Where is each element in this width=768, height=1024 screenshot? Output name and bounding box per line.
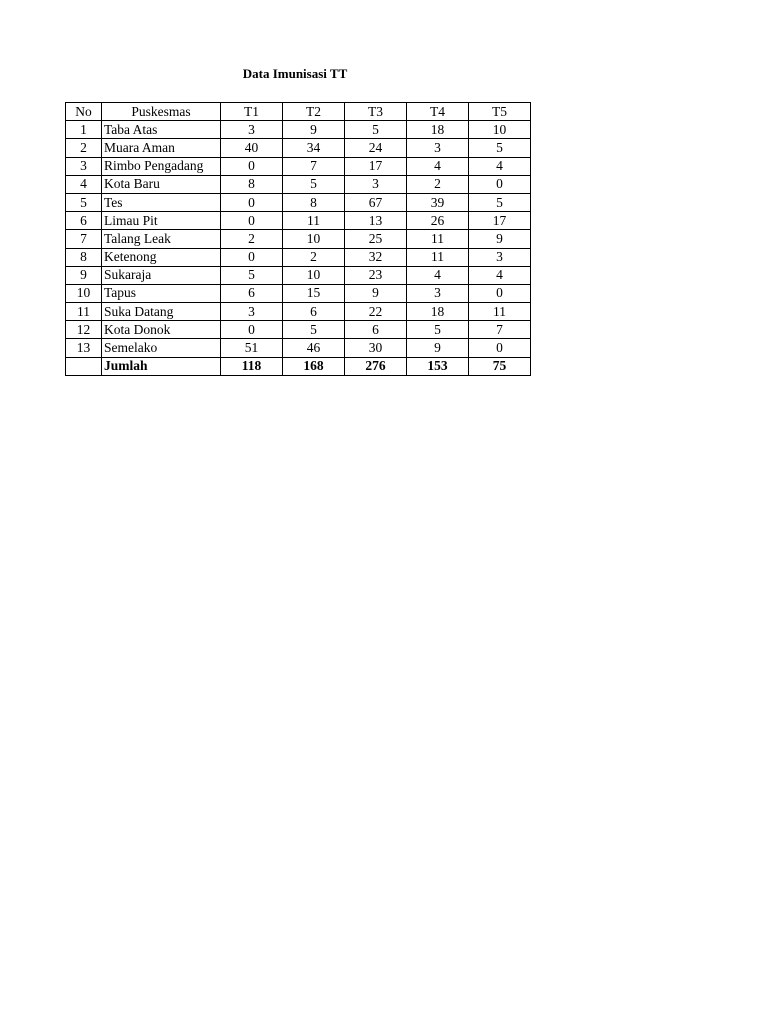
value-t1: 51: [221, 339, 283, 357]
value-t2: 5: [283, 321, 345, 339]
value-t1: 6: [221, 284, 283, 302]
value-t5: 5: [469, 139, 531, 157]
header-puskesmas: Puskesmas: [102, 103, 221, 121]
table-row: [66, 230, 531, 248]
value-t2: 7: [283, 157, 345, 175]
value-t5: 4: [469, 157, 531, 175]
total-t1: 118: [221, 357, 283, 375]
table-row: [66, 266, 531, 284]
value-t4: 18: [407, 303, 469, 321]
total-t4: 153: [407, 357, 469, 375]
row-number: 13: [66, 339, 102, 357]
total-t5: 75: [469, 357, 531, 375]
value-t1: 0: [221, 157, 283, 175]
value-t4: 3: [407, 139, 469, 157]
value-t4: 39: [407, 193, 469, 211]
table-row: [66, 175, 531, 193]
value-t3: 17: [345, 157, 407, 175]
value-t2: 6: [283, 303, 345, 321]
row-number: 5: [66, 193, 102, 211]
value-t1: 0: [221, 212, 283, 230]
table-row: [66, 212, 531, 230]
value-t5: 17: [469, 212, 531, 230]
value-t5: 0: [469, 339, 531, 357]
table-row: [66, 321, 531, 339]
row-number: 7: [66, 230, 102, 248]
table-row: [66, 121, 531, 139]
row-number: 3: [66, 157, 102, 175]
puskesmas-name: Taba Atas: [102, 121, 221, 139]
value-t3: 24: [345, 139, 407, 157]
value-t2: 10: [283, 266, 345, 284]
header-t1: T1: [221, 103, 283, 121]
value-t1: 3: [221, 303, 283, 321]
immunization-table: [65, 102, 531, 376]
value-t1: 0: [221, 248, 283, 266]
value-t2: 11: [283, 212, 345, 230]
table-body: [66, 121, 531, 357]
value-t5: 0: [469, 175, 531, 193]
value-t5: 9: [469, 230, 531, 248]
value-t3: 23: [345, 266, 407, 284]
total-t2: 168: [283, 357, 345, 375]
value-t5: 10: [469, 121, 531, 139]
value-t5: 0: [469, 284, 531, 302]
row-number: 4: [66, 175, 102, 193]
value-t3: 3: [345, 175, 407, 193]
value-t1: 3: [221, 121, 283, 139]
puskesmas-name: Talang Leak: [102, 230, 221, 248]
puskesmas-name: Tes: [102, 193, 221, 211]
table-row: [66, 139, 531, 157]
value-t3: 67: [345, 193, 407, 211]
value-t3: 5: [345, 121, 407, 139]
value-t2: 34: [283, 139, 345, 157]
value-t1: 0: [221, 321, 283, 339]
row-number: 8: [66, 248, 102, 266]
header-t4: T4: [407, 103, 469, 121]
value-t4: 4: [407, 266, 469, 284]
puskesmas-name: Ketenong: [102, 248, 221, 266]
total-no-cell: [66, 357, 102, 375]
value-t5: 7: [469, 321, 531, 339]
value-t2: 8: [283, 193, 345, 211]
value-t1: 40: [221, 139, 283, 157]
puskesmas-name: Tapus: [102, 284, 221, 302]
puskesmas-name: Sukaraja: [102, 266, 221, 284]
row-number: 12: [66, 321, 102, 339]
value-t3: 9: [345, 284, 407, 302]
puskesmas-name: Kota Baru: [102, 175, 221, 193]
value-t2: 2: [283, 248, 345, 266]
value-t4: 2: [407, 175, 469, 193]
value-t4: 11: [407, 230, 469, 248]
total-label: Jumlah: [102, 357, 221, 375]
value-t5: 11: [469, 303, 531, 321]
row-number: 6: [66, 212, 102, 230]
value-t3: 22: [345, 303, 407, 321]
row-number: 10: [66, 284, 102, 302]
value-t2: 9: [283, 121, 345, 139]
value-t2: 5: [283, 175, 345, 193]
puskesmas-name: Semelako: [102, 339, 221, 357]
value-t1: 5: [221, 266, 283, 284]
header-t3: T3: [345, 103, 407, 121]
value-t5: 5: [469, 193, 531, 211]
value-t4: 18: [407, 121, 469, 139]
puskesmas-name: Rimbo Pengadang: [102, 157, 221, 175]
value-t5: 4: [469, 266, 531, 284]
row-number: 9: [66, 266, 102, 284]
total-t3: 276: [345, 357, 407, 375]
row-number: 11: [66, 303, 102, 321]
value-t2: 46: [283, 339, 345, 357]
value-t2: 10: [283, 230, 345, 248]
table-row: [66, 339, 531, 357]
header-no: No: [66, 103, 102, 121]
value-t1: 2: [221, 230, 283, 248]
header-t5: T5: [469, 103, 531, 121]
table-row: [66, 193, 531, 211]
puskesmas-name: Kota Donok: [102, 321, 221, 339]
row-number: 1: [66, 121, 102, 139]
puskesmas-name: Limau Pit: [102, 212, 221, 230]
table-row: [66, 157, 531, 175]
value-t4: 3: [407, 284, 469, 302]
table-row: [66, 284, 531, 302]
total-row: [66, 357, 531, 375]
table-row: [66, 248, 531, 266]
value-t2: 15: [283, 284, 345, 302]
value-t4: 26: [407, 212, 469, 230]
puskesmas-name: Muara Aman: [102, 139, 221, 157]
table-header-row: [66, 103, 531, 121]
table-row: [66, 303, 531, 321]
value-t4: 11: [407, 248, 469, 266]
value-t3: 6: [345, 321, 407, 339]
value-t5: 3: [469, 248, 531, 266]
value-t1: 0: [221, 193, 283, 211]
value-t4: 5: [407, 321, 469, 339]
puskesmas-name: Suka Datang: [102, 303, 221, 321]
value-t1: 8: [221, 175, 283, 193]
value-t3: 25: [345, 230, 407, 248]
value-t4: 9: [407, 339, 469, 357]
value-t3: 13: [345, 212, 407, 230]
document-title: Data Imunisasi TT: [242, 66, 348, 81]
row-number: 2: [66, 139, 102, 157]
value-t4: 4: [407, 157, 469, 175]
header-t2: T2: [283, 103, 345, 121]
value-t3: 32: [345, 248, 407, 266]
value-t3: 30: [345, 339, 407, 357]
